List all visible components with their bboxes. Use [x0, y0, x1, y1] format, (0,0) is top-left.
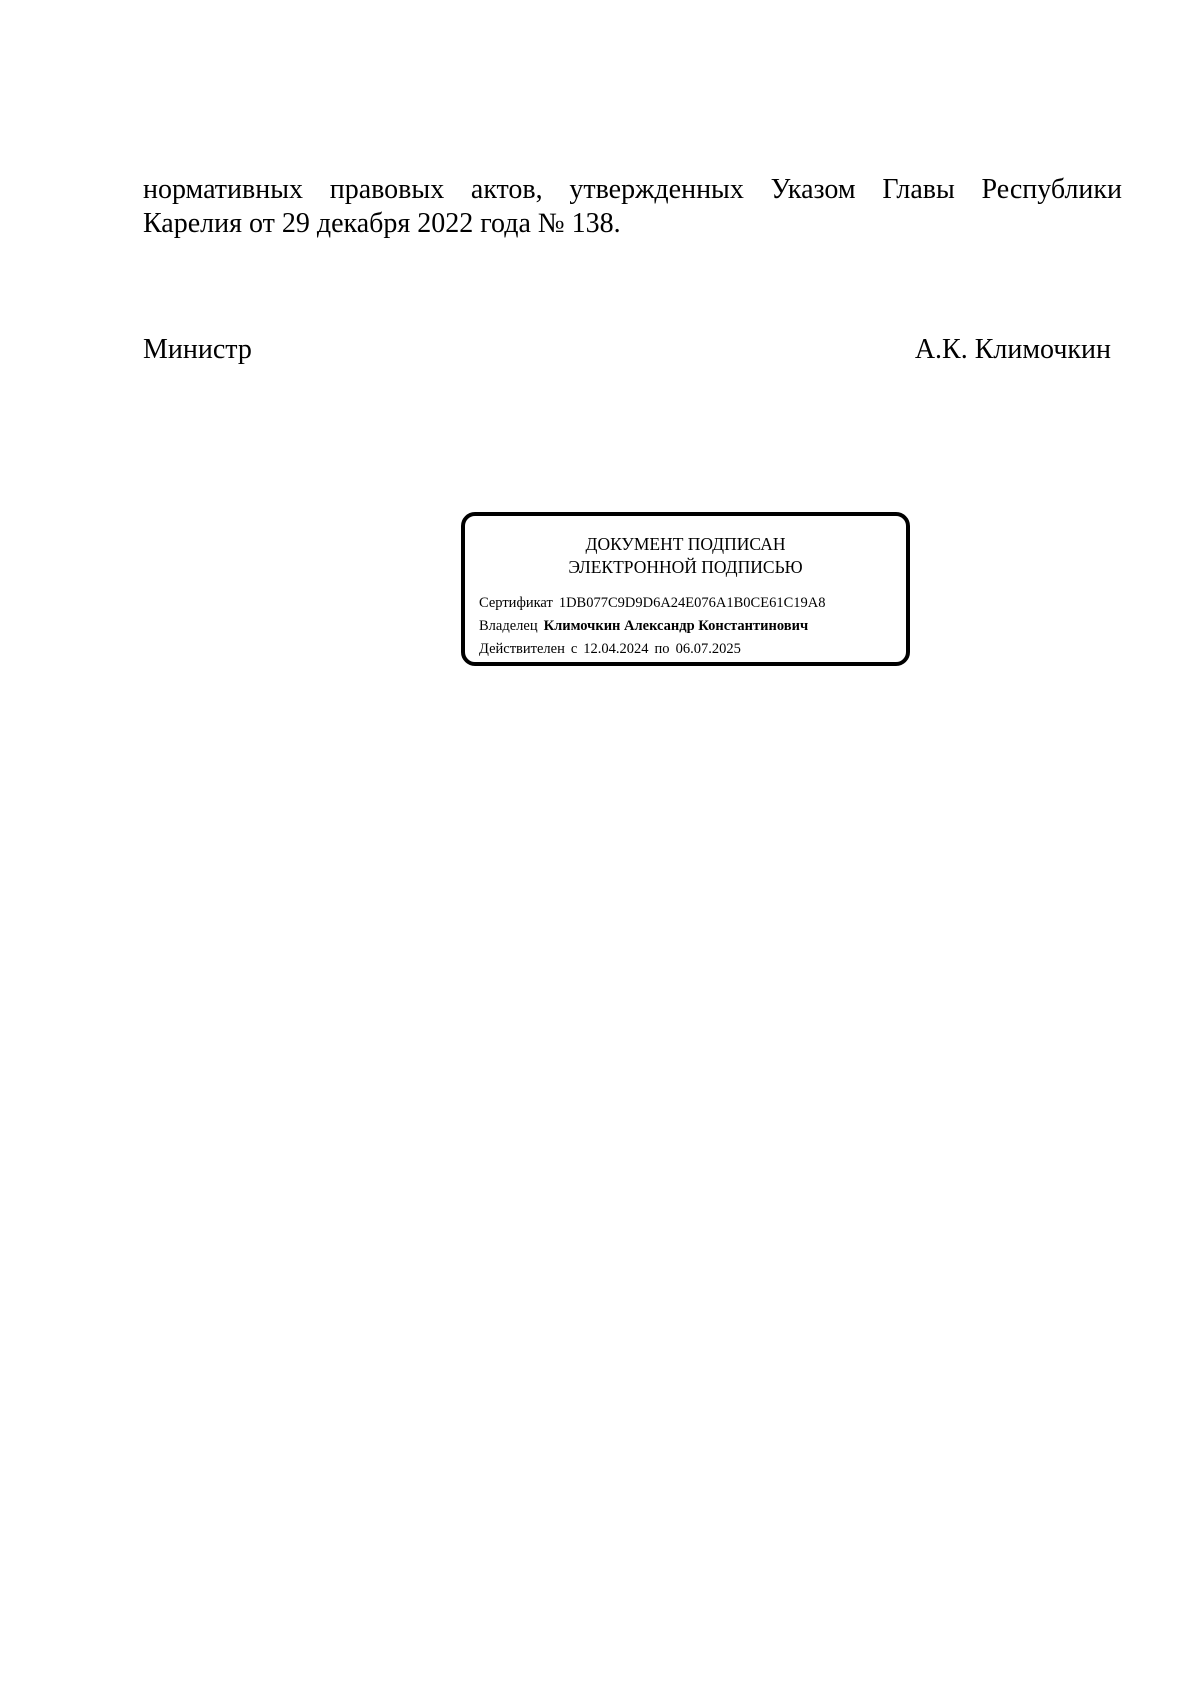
paragraph-line-2: Карелия от 29 декабря 2022 года № 138. — [143, 208, 621, 239]
valid-to-date: 06.07.2025 — [675, 641, 741, 657]
valid-from-date: 12.04.2024 — [583, 641, 649, 657]
owner-value: Климочкин Александр Константинович — [543, 618, 809, 634]
stamp-validity-row — [479, 638, 825, 661]
stamp-certificate-row — [479, 592, 825, 615]
certificate-value: 1DB077C9D9D6A24E076A1B0CE61C19A8 — [558, 595, 826, 611]
certificate-label: Сертификат — [479, 595, 553, 611]
electronic-signature-stamp — [461, 512, 910, 666]
owner-label: Владелец — [479, 618, 538, 634]
signatory-position: Министр — [143, 334, 252, 365]
paragraph-line-1: нормативных правовых актов, утвержденных Указом Главы Республики — [143, 174, 1122, 205]
stamp-owner-row — [479, 615, 825, 638]
stamp-title-line-2: ЭЛЕКТРОННОЙ ПОДПИСЬЮ — [568, 557, 803, 577]
valid-label: Действителен — [479, 641, 565, 657]
body-paragraph — [143, 173, 1122, 241]
valid-to-prefix: по — [654, 641, 670, 657]
stamp-title — [465, 533, 906, 579]
valid-from-prefix: с — [570, 641, 578, 657]
stamp-details — [479, 592, 825, 661]
signatory-name: А.К. Климочкин — [914, 334, 1111, 365]
stamp-title-line-1: ДОКУМЕНТ ПОДПИСАН — [585, 534, 786, 554]
